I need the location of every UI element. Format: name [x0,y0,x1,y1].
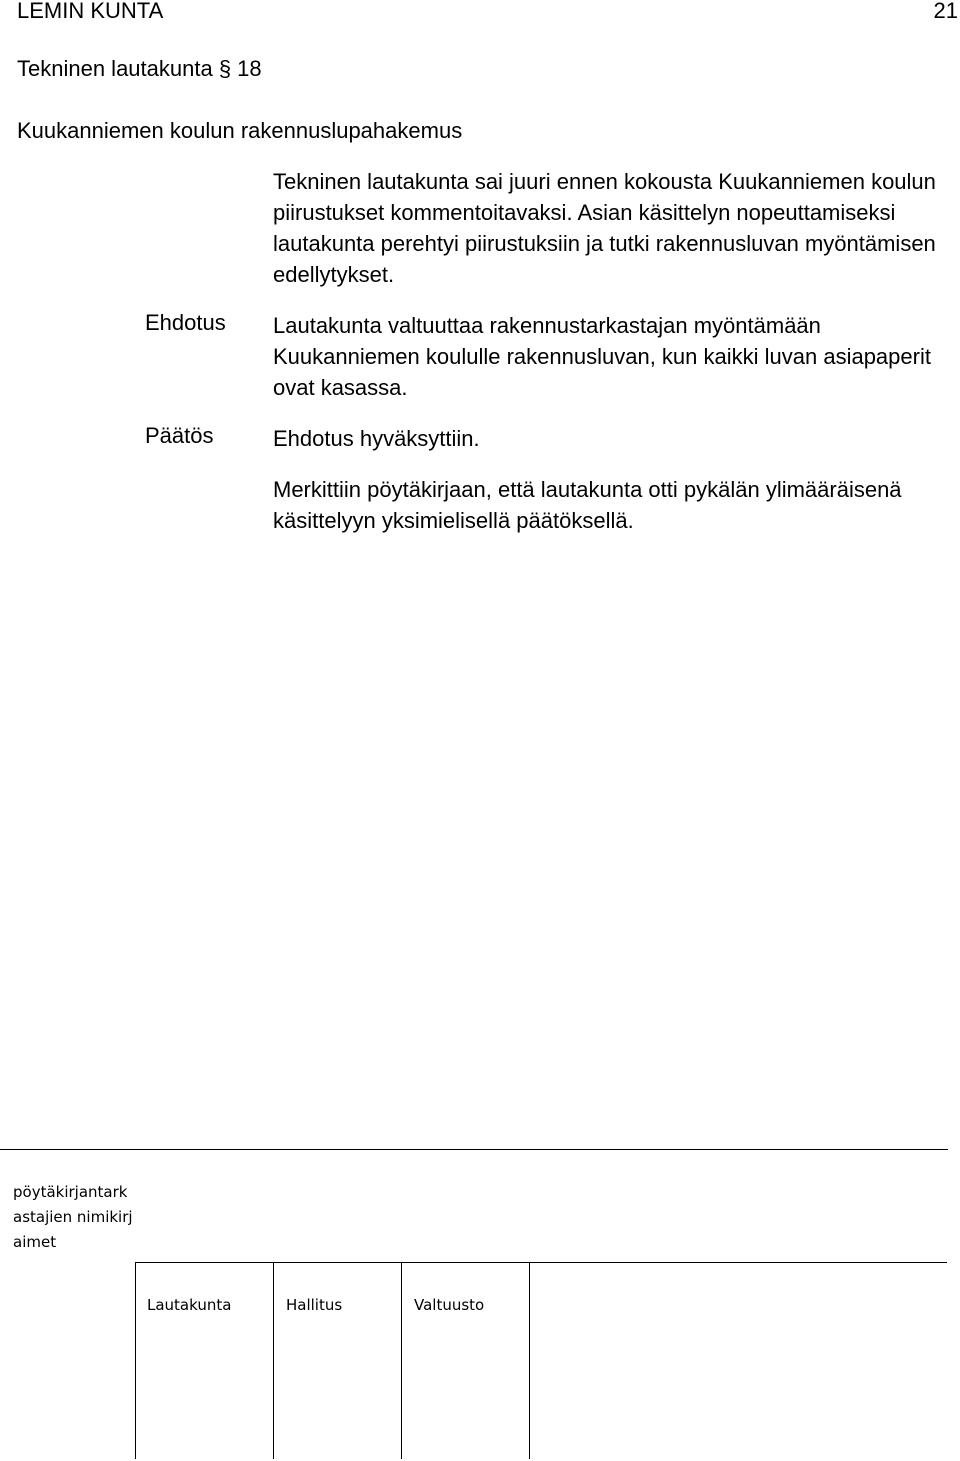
signature-table-divider [401,1262,402,1459]
proposal-paragraph: Lautakunta valtuuttaa rakennustarkastajan myöntämään Kuukanniemen koululle rakennusluvan, kun kaikki luvan asiapaperit ovat kasassa. [273,313,931,400]
signature-table-divider [135,1262,136,1459]
signature-table-divider [529,1262,530,1459]
footer-divider [0,1149,948,1150]
note-paragraph: Merkittiin pöytäkirjaan, että lautakunta otti pykälän ylimääräisenä käsittelyyn yksimielisellä päätöksellä. [273,477,902,533]
decision-paragraph: Ehdotus hyväksyttiin. [273,426,480,451]
signature-table-top-border [135,1262,947,1263]
decision-label: Päätös [145,423,214,448]
signature-column-board: Lautakunta [147,1296,232,1314]
matter-title: Kuukanniemen koulun rakennuslupahakemus [17,118,463,143]
intro-paragraph: Tekninen lautakunta sai juuri ennen kokousta Kuukanniemen koulun piirustukset kommentoitavaksi. Asian käsittelyn nopeuttamiseksi lautakunta perehtyi piirustuksiin ja tutki rakennusluvan myöntämisen edellytykset. [273,169,936,287]
section-title: Tekninen lautakunta § 18 [17,56,262,81]
signers-label: pöytäkirjantarkastajien nimikirjaimet [13,1183,133,1251]
signature-column-government: Hallitus [286,1296,343,1314]
signature-table-divider [273,1262,274,1459]
municipality-name: LEMIN KUNTA [17,0,164,23]
proposal-label: Ehdotus [145,310,226,335]
signature-column-council: Valtuusto [414,1296,485,1314]
page-number: 21 [933,0,958,23]
